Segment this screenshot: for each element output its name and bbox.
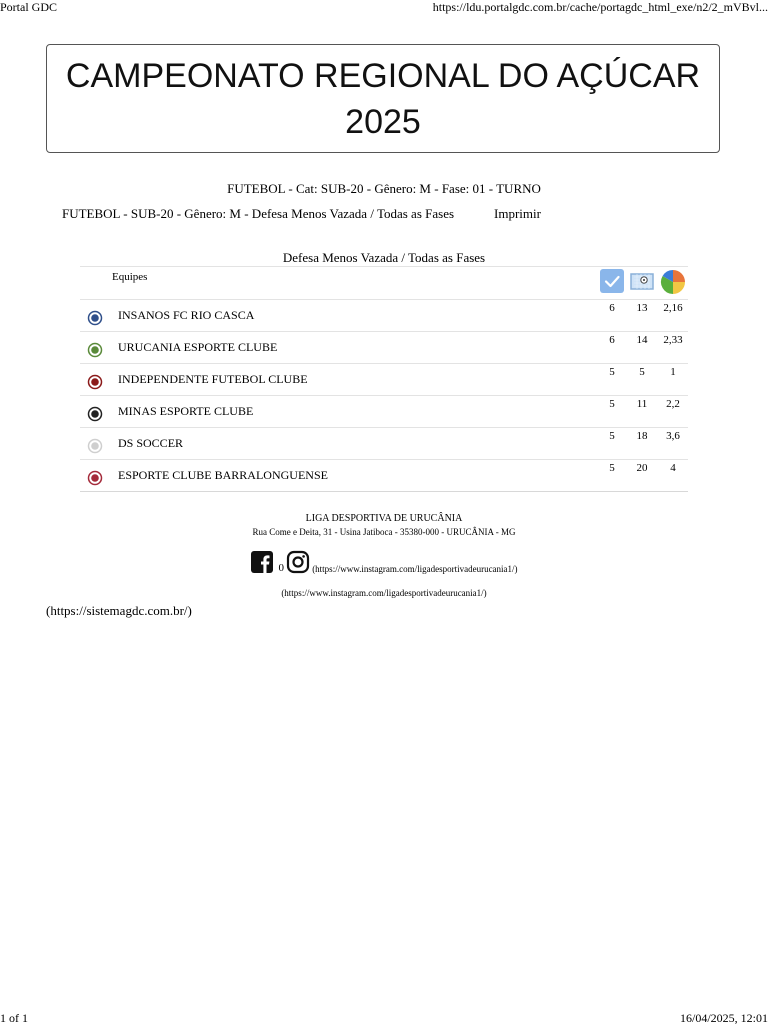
value-col-1: 6	[609, 334, 615, 346]
table-row	[80, 396, 688, 428]
value-col-3: 2,2	[666, 398, 680, 410]
team-name: MINAS ESPORTE CLUBE	[118, 404, 254, 418]
team-logo-icon	[87, 374, 103, 390]
value-col-2: 11	[636, 398, 648, 410]
print-timestamp: 16/04/2025, 12:01	[679, 1011, 768, 1025]
instagram-icon[interactable]	[286, 550, 310, 574]
table-row	[80, 428, 688, 460]
team-name: DS SOCCER	[118, 436, 184, 450]
social-count: 0	[278, 562, 284, 574]
team-logo-icon	[87, 406, 103, 422]
footer-org-name: LIGA DESPORTIVA DE URUCÂNIA	[305, 513, 463, 524]
value-col-2: 14	[636, 334, 648, 346]
value-col-3: 2,33	[663, 334, 683, 346]
print-link[interactable]: Imprimir	[494, 206, 541, 221]
value-col-2: 18	[636, 430, 648, 442]
system-link[interactable]: (https://sistemagdc.com.br/)	[46, 603, 192, 618]
soccer-goal-icon	[630, 269, 654, 293]
value-col-2: 13	[636, 302, 648, 314]
table-header	[80, 266, 688, 300]
page-title: CAMPEONATO REGIONAL DO AÇÚCAR 2025	[65, 56, 701, 141]
value-col-3: 1	[670, 366, 676, 378]
footer-org-block	[0, 512, 768, 538]
browser-url: https://ldu.portalgdc.com.br/cache/portagdc_html_exe/n2/2_mVBvl...	[432, 0, 768, 14]
team-logo-icon	[87, 438, 103, 454]
value-col-1: 5	[609, 398, 615, 410]
value-col-3: 4	[670, 462, 676, 474]
footer-address: Rua Come e Deita, 31 - Usina Jatiboca - 35380-000 - URUCÂNIA - MG	[252, 527, 516, 537]
instagram-link[interactable]: (https://www.instagram.com/ligadesportivadeurucania1/)	[312, 564, 518, 574]
social-links	[0, 550, 768, 574]
team-name: URUCANIA ESPORTE CLUBE	[118, 340, 278, 354]
pie-chart-icon	[660, 269, 684, 293]
value-col-1: 5	[609, 462, 615, 474]
page-count: 1 of 1	[0, 1011, 28, 1025]
team-logo-icon	[87, 342, 103, 358]
table-row	[80, 300, 688, 332]
value-col-3: 3,6	[666, 430, 680, 442]
table-caption: Defesa Menos Vazada / Todas as Fases	[282, 250, 486, 265]
column-teams: Equipes	[112, 271, 148, 283]
table-row	[80, 460, 688, 492]
value-col-1: 5	[609, 366, 615, 378]
standings-table	[80, 266, 688, 492]
value-col-1: 5	[609, 430, 615, 442]
value-col-3: 2,16	[663, 302, 683, 314]
value-col-2: 5	[639, 366, 645, 378]
team-logo-icon	[87, 470, 103, 486]
team-name: ESPORTE CLUBE BARRALONGUENSE	[118, 468, 328, 482]
report-description: FUTEBOL - SUB-20 - Gênero: M - Defesa Menos Vazada / Todas as Fases	[62, 206, 455, 221]
title-box	[46, 44, 720, 153]
check-icon	[600, 269, 624, 293]
table-row	[80, 364, 688, 396]
phase-subtitle: FUTEBOL - Cat: SUB-20 - Gênero: M - Fase: 01 - TURNO	[227, 181, 541, 196]
instagram-link-secondary[interactable]: (https://www.instagram.com/ligadesportivadeurucania1/)	[281, 588, 487, 598]
facebook-icon[interactable]	[250, 550, 274, 574]
browser-page-title: Portal GDC	[0, 0, 57, 14]
value-col-2: 20	[636, 462, 648, 474]
table-row	[80, 332, 688, 364]
team-name: INSANOS FC RIO CASCA	[118, 308, 255, 322]
value-col-1: 6	[609, 302, 615, 314]
team-logo-icon	[87, 310, 103, 326]
team-name: INDEPENDENTE FUTEBOL CLUBE	[118, 372, 308, 386]
